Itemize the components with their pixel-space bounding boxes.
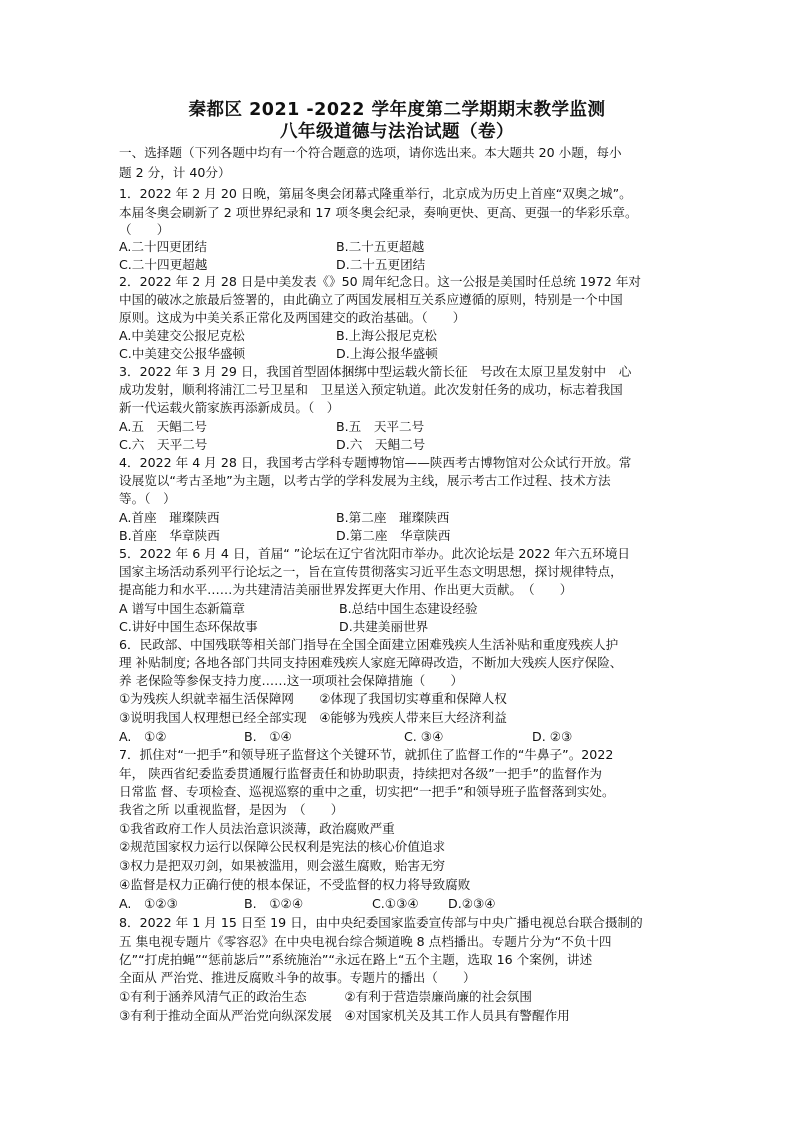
question-1-option-d: D.二十五更团结 <box>336 257 426 272</box>
question-6-statement: ③说明我国人权理想已经全部实现 ④能够为残疾人带来巨大经济利益 <box>119 710 507 725</box>
question-6-option-a: A. ①② <box>119 729 167 744</box>
question-2-option-a: A.中美建交公报尼克松 <box>119 328 245 343</box>
question-4-text: 4．2022 年 4 月 28 日，我国考古学科专题博物馆——陕西考古博物馆对公众试行开放。常 <box>119 455 632 470</box>
question-6-text: 理 补贴制度; 各地各部门共同支持困难残疾人家庭无障碍改造，不断加大残疾人医疗保险、 <box>119 655 623 670</box>
question-8-text: 全面从 严治党、推进反腐败斗争的故事。专题片的播出（ ） <box>119 970 476 985</box>
question-5-text: 5．2022 年 6 月 4 日，首届“ ”论坛在辽宁省沈阳市举办。此次论坛是 2022 年六五环境日 <box>119 546 631 561</box>
question-7-option-c: C.①③④ <box>372 896 419 911</box>
question-1-text: 本届冬奥会刷新了 2 项世界纪录和 17 项冬奥会纪录，奏响更快、更高、更强一的华彩乐章。 <box>119 205 638 220</box>
question-2-option-c: C.中美建交公报华盛顿 <box>119 346 246 361</box>
question-6-option-c: C. ③④ <box>404 729 444 744</box>
question-3-option-c: C.六 天平二号 <box>119 437 208 452</box>
question-7-statement: ④监督是权力正确行使的根本保证，不受监督的权力将导致腐败 <box>119 877 471 892</box>
question-6-statement: ①为残疾人织就幸福生活保障网 ②体现了我国切实尊重和保障人权 <box>119 691 507 706</box>
question-1-text: （ ） <box>119 222 170 237</box>
question-3-option-b: B.五 天平二号 <box>336 419 425 434</box>
question-1-option-b: B.二十五更超越 <box>336 239 425 254</box>
question-4-option-b: B.第二座 璀璨陕西 <box>336 510 450 525</box>
question-2-option-d: D.上海公报华盛顿 <box>336 346 438 361</box>
question-1-text: 1．2022 年 2 月 20 日晚，第届冬奥会闭幕式隆重举行，北京成为历史上首座“双奥之城”。 <box>119 186 632 201</box>
question-7-text: 年， 陕西省纪委监委贯通履行监督责任和协助职责，持续把对各级”一把手”的监督作为 <box>119 766 603 781</box>
question-3-text: 成功发射，顺利将浦江二号卫星和 卫星送入预定轨道。此次发射任务的成功，标志着我国 <box>119 382 623 397</box>
exam-title: 秦都区 2021 -2022 学年度第二学期期末教学监测 <box>188 100 606 120</box>
question-8-statement: ①有利于涵养风清气正的政治生态 ②有利于营造崇廉尚廉的社会氛围 <box>119 989 532 1004</box>
question-3-text: 新一代运载火箭家族再添新成员。（ ） <box>119 400 340 415</box>
question-7-text: 我省之所 以重视监督，是因为 （ ） <box>119 802 344 817</box>
question-4-text: 等。（ ） <box>119 491 176 506</box>
question-2-text: 2．2022 年 2 月 28 日是中美发表《》50 周年纪念日。这一公报是美国时任总统 1972 年对 <box>119 274 642 289</box>
question-7-option-d: D.②③④ <box>448 896 496 911</box>
question-2-option-b: B.上海公报尼克松 <box>336 328 437 343</box>
question-4-option-c: B.首座 华章陕西 <box>119 528 220 543</box>
question-6-option-b: B. ①④ <box>244 729 292 744</box>
question-8-text: 亿”“打虎拍蝇”“惩前毖后””系统施治”“永远在路上“五个主题，选取 16 个案例，讲述 <box>119 952 593 967</box>
question-1-option-a: A.二十四更团结 <box>119 239 207 254</box>
question-3-text: 3．2022 年 3 月 29 日，我国首型固体捆绑中型运载火箭长征 号改在太原卫星发射中 心 <box>119 364 632 379</box>
question-6-text: 养 老保险等参保支持力度……这一项项社会保障措施（ ） <box>119 673 464 688</box>
question-7-statement: ①我省政府工作人员法治意识淡薄，政治腐败严重 <box>119 821 395 836</box>
section-instruction-cont: 题 2 分，计 40分） <box>119 165 231 180</box>
question-2-text: 原则。这成为中美关系正常化及两国建交的政治基础。（ ） <box>119 310 466 325</box>
question-6-text: 6．民政部、中国残联等相关部门指导在全国全面建立困难残疾人生活补贴和重度残疾人护 <box>119 637 619 652</box>
question-3-option-d: D.六 天鲳二号 <box>336 437 426 452</box>
question-2-text: 中国的破冰之旅最后签署的，由此确立了两国发展相互关系应遵循的原则，特别是一个中国 <box>119 292 623 307</box>
question-5-text: 提高能力和水平……为共建清洁美丽世界发挥更大作用、作出更大贡献。 （ ） <box>119 582 573 597</box>
question-4-option-a: A.首座 璀璨陕西 <box>119 510 220 525</box>
question-5-text: 国家主场活动系列平行论坛之一，旨在宣传贯彻落实习近平生态文明思想，探讨规律特点， <box>119 564 623 579</box>
question-8-statement: ③有利于推动全面从严治党向纵深发展 ④对国家机关及其工作人员具有警醒作用 <box>119 1008 570 1023</box>
section-instruction: 一、选择题（下列各题中均有一个符合题意的选项，请你选出来。本大题共 20 小题，每小 <box>119 145 622 160</box>
question-4-text: 设展览以“考古圣地”为主题，以考古学的学科发展为主线，展示考古工作过程、技术方法 <box>119 473 611 488</box>
question-5-option-a: A 谱写中国生态新篇章 <box>119 601 245 616</box>
question-5-option-c: C.讲好中国生态环保故事 <box>119 619 258 634</box>
question-8-text: 五 集电视专题片《零容忍》在中央电视台综合频道晚 8 点档播出。专题片分为“不负十四 <box>119 934 612 949</box>
question-3-option-a: A.五 天鲳二号 <box>119 419 207 434</box>
question-7-statement: ②规范国家权力运行以保障公民权利是宪法的核心价值追求 <box>119 839 446 854</box>
question-5-option-d: D.共建美丽世界 <box>339 619 429 634</box>
question-8-text: 8．2022 年 1 月 15 日至 19 日，由中央纪委国家监委宣传部与中央广播电视总台联合摄制的 <box>119 915 643 930</box>
question-7-statement: ③权力是把双刃剑，如果被滥用，则会滋生腐败，贻害无穷 <box>119 858 446 873</box>
question-7-option-b: B. ①②④ <box>244 896 304 911</box>
question-7-text: 日常监 督、专项检查、巡视巡察的重中之重，切实把“一把手”和领导班子监督落到实处。 <box>119 784 615 799</box>
exam-subtitle: 八年级道德与法治试题（卷） <box>280 122 514 142</box>
question-7-text: 7．抓住对“一把手”和领导班子监督这个关键环节，就抓住了监督工作的“牛鼻子”。2022 <box>119 747 614 762</box>
question-4-option-d: D.第二座 华章陕西 <box>336 528 451 543</box>
question-7-option-a: A. ①②③ <box>119 896 178 911</box>
question-6-option-d: D. ②③ <box>532 729 573 744</box>
question-1-option-c: C.二十四更超越 <box>119 257 208 272</box>
question-5-option-b: B.总结中国生态建设经验 <box>339 601 478 616</box>
